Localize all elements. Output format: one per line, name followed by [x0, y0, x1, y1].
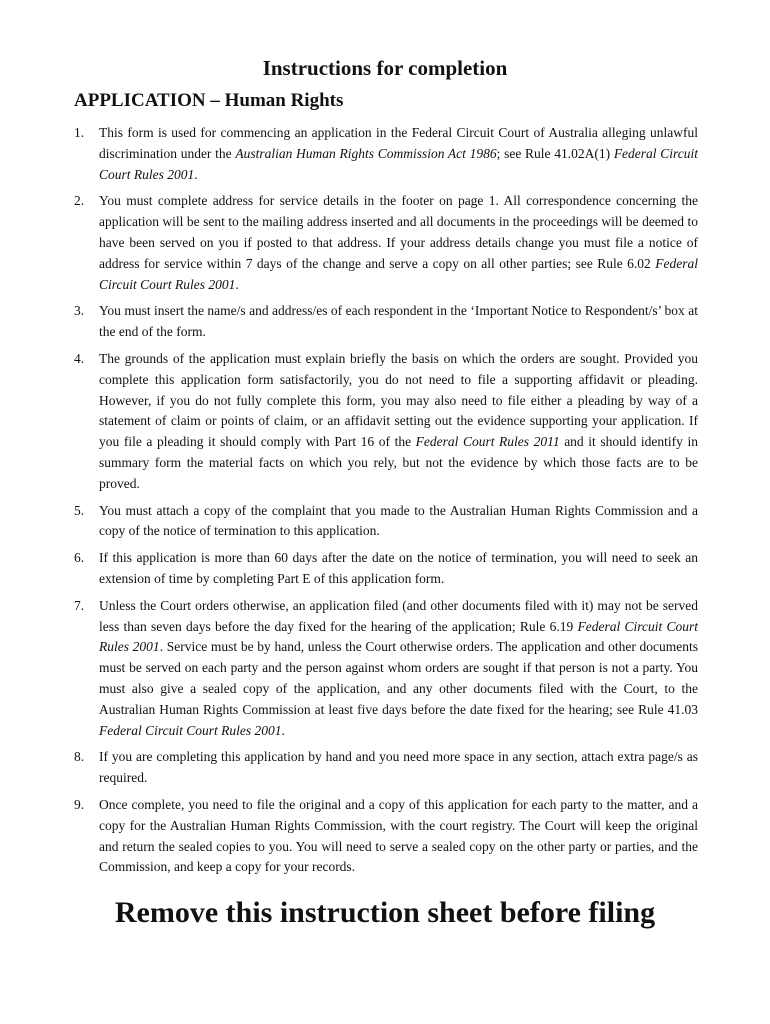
instruction-text-segment: . [194, 166, 198, 182]
instruction-text [99, 191, 698, 295]
instruction-item [74, 501, 698, 543]
instruction-text-segment: If you are completing this application by hand and you need more space in any section, attach extra page/s as required. [99, 749, 698, 786]
legislation-citation: Australian Human Rights Commission Act 1986 [235, 145, 497, 161]
instruction-text [99, 301, 698, 343]
instruction-text [99, 795, 698, 878]
instruction-text [99, 747, 698, 789]
instruction-text-segment: You must insert the name/s and address/es of each respondent in the ‘Important Notice to Respondent/s’ box at the end of the form. [99, 303, 698, 340]
legislation-citation: Federal Court Rules 2011 [415, 434, 560, 450]
instruction-text-segment: You must attach a copy of the complaint that you made to the Australian Human Rights Commission and a copy of the notice of termination to this application. [99, 502, 698, 539]
instruction-item [74, 548, 698, 590]
legislation-citation: Federal Circuit Court Rules 2001 [99, 255, 698, 292]
instruction-item [74, 349, 698, 495]
instruction-item [74, 747, 698, 789]
instruction-number: 2. [74, 193, 85, 209]
instruction-text-segment: ; see Rule 41.02A(1) [496, 145, 614, 161]
page-title: Instructions for completion [262, 56, 508, 80]
instruction-item [74, 596, 698, 742]
instruction-number: 3. [74, 303, 85, 319]
instruction-text-segment: and it should identify in summary form the material facts on which you rely, but not the evidence by which those facts are to be proved. [99, 434, 698, 491]
instruction-number: 1. [74, 125, 85, 140]
form-subtitle: APPLICATION – Human Rights [74, 90, 344, 111]
instruction-text-segment: This form is used for commencing an application in the Federal Circuit Court of Australia alleging unlawful discrimination under the [99, 125, 698, 161]
instruction-text-segment: The grounds of the application must explain briefly the basis on which the orders are sought. Provided you complete this application form satisfactorily, you do not need to file a supporting affidavit or pleading. However, if you do not fully complete this form, you may also need to file either a pleading by way of a statement of claim or points of claim, or an affidavit setting out the evidence supporting your application. If you file a pleading it should comply with Part 16 of the [99, 350, 698, 450]
instruction-text [99, 123, 698, 185]
instruction-text-segment: . [281, 722, 285, 738]
removal-notice: Remove this instruction sheet before filing [114, 896, 656, 929]
instruction-number: 4. [74, 350, 85, 366]
legislation-citation: Federal Circuit Court Rules 2001 [99, 145, 699, 182]
instruction-text [99, 548, 698, 590]
instruction-list [74, 123, 698, 878]
instruction-number: 8. [74, 749, 85, 765]
instruction-number: 9. [74, 796, 85, 812]
instruction-text [99, 349, 698, 495]
instruction-text-segment: Unless the Court orders otherwise, an application filed (and other documents filed with it) may not be served less than seven days before the day fixed for the hearing of the application; Rule 6.19 [99, 597, 698, 634]
instruction-number: 5. [74, 502, 85, 518]
instruction-text-segment: You must complete address for service details in the footer on page 1. All correspondence concerning the application will be sent to the mailing address inserted and all documents in the proceedings will be deemed to have been served on you if posted to that address. If your address details change you must file a notice of address for service within 7 days of the change and serve a copy on all other parties; see Rule 6.02 [99, 193, 698, 271]
instruction-item [74, 301, 698, 343]
legislation-citation: Federal Circuit Court Rules 2001 [99, 618, 698, 655]
instruction-number: 6. [74, 550, 85, 566]
instruction-number: 7. [74, 597, 85, 613]
instruction-text-segment: If this application is more than 60 days after the date on the notice of termination, you will need to seek an extension of time by completing Part E of this application form. [99, 550, 698, 586]
instruction-item [74, 123, 698, 185]
instruction-text [99, 596, 698, 742]
legislation-citation: Federal Circuit Court Rules 2001 [99, 722, 282, 738]
instruction-item [74, 191, 698, 295]
instruction-item [74, 795, 698, 878]
instruction-text-segment: . Service must be by hand, unless the Court otherwise orders. The application and other documents must be served on each party and the person against whom orders are sought if that person is not a party. You must also give a sealed copy of the application, and any other documents filed with the Court, to the Australian Human Rights Commission at least five days before the date fixed for the hearing; see Rule 41.03 [99, 639, 698, 717]
instruction-text-segment: . [235, 276, 239, 292]
instruction-text [99, 501, 698, 543]
instruction-text-segment: Once complete, you need to file the original and a copy of this application for each party to the matter, and a copy for the Australian Human Rights Commission, with the court registry. The Court will keep the original and return the sealed copies to you. You will need to serve a sealed copy on the other party or parties, and the Commission, and keep a copy for your records. [99, 796, 698, 875]
